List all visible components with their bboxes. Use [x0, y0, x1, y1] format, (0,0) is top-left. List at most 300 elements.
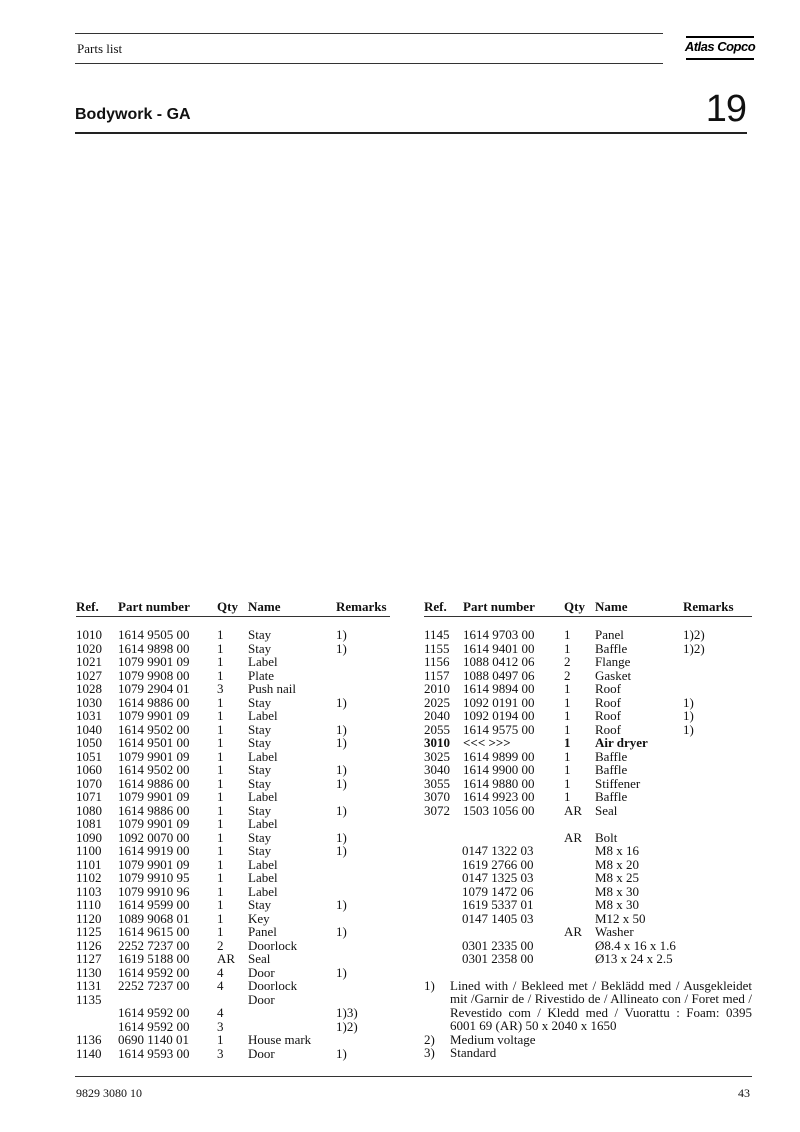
cell-qty: 1: [217, 654, 224, 669]
table-row: [76, 736, 390, 750]
cell-ref: 1028: [76, 681, 102, 696]
cell-name: Stay: [248, 802, 272, 818]
cell-name: Label: [248, 654, 278, 669]
table-row: [76, 871, 390, 885]
cell-name: M8 x 20: [595, 856, 640, 872]
cell-part-number: 1088 0412 06: [463, 654, 535, 669]
cell-part-number: 1614 9886 00: [118, 694, 190, 710]
cell-name: Door: [248, 1045, 275, 1061]
table-row: [76, 1033, 390, 1047]
cell-name: Ø13 x 24 x 2.5: [595, 951, 673, 966]
cell-name: Air dryer: [595, 735, 648, 750]
cell-qty: 4: [217, 1005, 224, 1020]
header-rule-top: [75, 33, 663, 34]
footnotes: [424, 979, 752, 1060]
cell-name: Stay: [248, 694, 272, 710]
cell-name: Seal: [248, 951, 271, 966]
table-row: [76, 750, 390, 764]
logo-bar-bottom: [686, 58, 754, 60]
cell-ref: 1031: [76, 708, 102, 723]
cell-part-number: 1614 9898 00: [118, 640, 190, 656]
cell-qty: 1: [217, 883, 224, 899]
header-remarks: Remarks: [683, 599, 734, 614]
cell-part-number: 1619 5188 00: [118, 951, 190, 966]
cell-remarks: 1): [336, 924, 347, 939]
cell-part-number: 1614 9886 00: [118, 802, 190, 818]
cell-name: M8 x 16: [595, 843, 640, 858]
cell-ref: 1100: [76, 843, 102, 858]
cell-qty: 1: [217, 816, 224, 831]
cell-name: Stay: [248, 843, 272, 858]
cell-part-number: 1079 9901 09: [118, 708, 190, 723]
cell-name: Baffle: [595, 789, 628, 804]
cell-ref: 3055: [424, 775, 450, 791]
cell-remarks: 1): [336, 1045, 347, 1061]
table-row: [76, 696, 390, 710]
cell-ref: 1051: [76, 748, 102, 764]
cell-name: Baffle: [595, 640, 628, 656]
cell-name: Roof: [595, 721, 621, 737]
cell-qty: 3: [217, 1018, 224, 1034]
cell-ref: 1120: [76, 910, 102, 926]
cell-name: Stiffener: [595, 775, 641, 791]
table-header: [76, 600, 390, 615]
cell-name: Stay: [248, 762, 272, 777]
cell-ref: 1021: [76, 654, 102, 669]
cell-remarks: 1)3): [336, 1005, 358, 1020]
cell-qty: 1: [217, 775, 224, 791]
cell-qty: AR: [564, 924, 583, 939]
cell-name: Key: [248, 910, 270, 926]
cell-part-number: 1614 9923 00: [463, 789, 535, 804]
cell-qty: 1: [217, 640, 224, 656]
header-ref: Ref.: [76, 599, 99, 614]
table-row: [76, 682, 390, 696]
cell-remarks: 1): [336, 802, 347, 818]
cell-qty: 1: [217, 735, 224, 750]
cell-ref: 1126: [76, 937, 102, 953]
header-part-number: Part number: [463, 599, 535, 614]
cell-qty: 1: [564, 762, 571, 777]
table-row: [424, 790, 752, 804]
cell-part-number: 1092 0070 00: [118, 829, 190, 845]
cell-part-number: 1089 9068 01: [118, 910, 190, 926]
cell-ref: 2025: [424, 694, 450, 710]
cell-name: Seal: [595, 802, 618, 818]
cell-name: Stay: [248, 721, 272, 737]
cell-ref: 1157: [424, 667, 450, 683]
cell-ref: 1020: [76, 640, 102, 656]
table-row: [424, 831, 752, 845]
page-number: 43: [738, 1086, 750, 1100]
cell-part-number: 1614 9599 00: [118, 897, 190, 912]
table-row: [424, 628, 752, 642]
table-row: [424, 939, 752, 953]
cell-ref: 1027: [76, 667, 102, 683]
cell-name: Flange: [595, 654, 631, 669]
cell-name: M8 x 25: [595, 870, 640, 885]
cell-qty: 1: [217, 829, 224, 845]
cell-qty: 1: [564, 775, 571, 791]
table-row: [76, 790, 390, 804]
cell-part-number: 1088 0497 06: [463, 667, 535, 683]
header-remarks: Remarks: [336, 599, 387, 614]
cell-part-number: 1614 9501 00: [118, 735, 190, 750]
cell-qty: 1: [217, 721, 224, 737]
cell-ref: 1135: [76, 991, 102, 1007]
footnote: [424, 1046, 752, 1060]
cell-part-number: 1079 9908 00: [118, 667, 190, 683]
cell-part-number: 1614 9401 00: [463, 640, 535, 656]
cell-ref: 1060: [76, 762, 102, 777]
cell-qty: 1: [217, 627, 224, 642]
cell-qty: 2: [217, 937, 224, 953]
cell-part-number: 1614 9899 00: [463, 748, 535, 764]
cell-remarks: 1): [336, 694, 347, 710]
cell-name: Stay: [248, 829, 272, 845]
cell-ref: 3025: [424, 748, 450, 764]
cell-qty: 1: [564, 708, 571, 723]
cell-part-number: 2252 7237 00: [118, 937, 190, 953]
table-header: [424, 600, 752, 615]
table-row: [76, 777, 390, 791]
footnote-text: Standard: [450, 1045, 497, 1060]
cell-remarks: 1): [336, 897, 347, 912]
cell-name: Baffle: [595, 748, 628, 764]
table-row: [424, 709, 752, 723]
header-ref: Ref.: [424, 599, 447, 614]
cell-name: House mark: [248, 1032, 312, 1047]
cell-qty: 1: [564, 735, 571, 750]
table-row: [424, 898, 752, 912]
cell-part-number: 1092 0191 00: [463, 694, 535, 710]
cell-part-number: 0690 1140 01: [118, 1032, 190, 1047]
cell-part-number: 1614 9886 00: [118, 775, 190, 791]
header-name: Name: [248, 599, 281, 614]
table-row: [424, 844, 752, 858]
cell-qty: AR: [217, 951, 236, 966]
cell-name: Push nail: [248, 681, 297, 696]
table-row: [424, 750, 752, 764]
table-row: [424, 777, 752, 791]
section-number: 19: [705, 88, 746, 130]
footnote-mark: 3): [424, 1045, 435, 1060]
cell-part-number: <<< >>>: [463, 735, 511, 750]
cell-remarks: 1)2): [336, 1018, 358, 1034]
table-row: [424, 858, 752, 872]
cell-remarks: 1): [336, 843, 347, 858]
header-rule: [76, 616, 390, 617]
table-row: [76, 763, 390, 777]
cell-ref: 1071: [76, 789, 102, 804]
cell-ref: 1136: [76, 1032, 102, 1047]
doc-type-label: Parts list: [77, 41, 123, 56]
cell-name: Bolt: [595, 829, 618, 845]
table-row: [76, 831, 390, 845]
table-row: [76, 898, 390, 912]
cell-ref: 1081: [76, 816, 102, 831]
cell-part-number: 1619 5337 01: [462, 897, 534, 912]
header-qty: Qty: [564, 599, 585, 614]
footnote: [424, 979, 752, 1033]
cell-name: Door: [248, 991, 275, 1007]
table-row: [76, 912, 390, 926]
table-row: [76, 939, 390, 953]
cell-part-number: 1614 9592 00: [118, 1018, 190, 1034]
cell-remarks: 1): [336, 775, 347, 791]
footnote-mark: 1): [424, 977, 435, 993]
cell-qty: 2: [564, 654, 571, 669]
cell-name: Door: [248, 964, 275, 980]
table-body-right: [424, 628, 752, 966]
cell-ref: 2055: [424, 721, 450, 737]
cell-name: Label: [248, 816, 278, 831]
cell-qty: 1: [217, 789, 224, 804]
cell-part-number: 1614 9502 00: [118, 762, 190, 777]
cell-name: Plate: [248, 667, 274, 683]
table-row: [76, 844, 390, 858]
cell-name: Baffle: [595, 762, 628, 777]
cell-qty: AR: [564, 829, 583, 845]
cell-ref: 2040: [424, 708, 450, 723]
cell-name: Washer: [595, 924, 634, 939]
cell-name: Label: [248, 856, 278, 872]
table-row: [76, 1020, 390, 1034]
header-rule: [424, 616, 752, 617]
cell-remarks: 1): [336, 627, 347, 642]
cell-qty: 1: [564, 681, 571, 696]
cell-ref: 1103: [76, 883, 102, 899]
cell-part-number: 1614 9919 00: [118, 843, 190, 858]
cell-ref: 1130: [76, 964, 102, 980]
cell-remarks: 1): [336, 735, 347, 750]
cell-part-number: 1614 9593 00: [118, 1045, 190, 1061]
cell-qty: 1: [564, 789, 571, 804]
cell-part-number: 0301 2358 00: [462, 951, 534, 966]
table-row: [76, 858, 390, 872]
cell-part-number: 1079 1472 06: [462, 883, 534, 899]
table-row: [424, 804, 752, 818]
cell-remarks: 1)2): [683, 627, 705, 642]
cell-qty: 1: [217, 924, 224, 939]
cell-part-number: 1614 9592 00: [118, 964, 190, 980]
cell-ref: 1070: [76, 775, 102, 791]
footnote-text: Medium voltage: [450, 1031, 536, 1047]
cell-part-number: 1614 9703 00: [463, 627, 535, 642]
table-row: [76, 1006, 390, 1020]
cell-ref: 1125: [76, 924, 102, 939]
cell-part-number: 1619 2766 00: [462, 856, 534, 872]
cell-name: Ø8.4 x 16 x 1.6: [595, 937, 676, 953]
cell-qty: 3: [217, 681, 224, 696]
cell-remarks: 1)2): [683, 640, 705, 656]
cell-qty: 1: [217, 856, 224, 872]
cell-name: Roof: [595, 708, 621, 723]
brand-logo-text: Atlas Copco: [684, 39, 756, 54]
cell-ref: 1090: [76, 829, 102, 845]
cell-part-number: 1614 9900 00: [463, 762, 535, 777]
cell-part-number: 1614 9575 00: [463, 721, 535, 737]
cell-remarks: 1): [336, 640, 347, 656]
cell-qty: 1: [564, 694, 571, 710]
table-row: [424, 912, 752, 926]
cell-remarks: 1): [336, 964, 347, 980]
table-row: [424, 642, 752, 656]
logo-bar-top: [686, 36, 754, 38]
cell-part-number: 1614 9615 00: [118, 924, 190, 939]
cell-ref: 1155: [424, 640, 450, 656]
cell-ref: 1010: [76, 627, 102, 642]
table-row: [76, 979, 390, 993]
cell-part-number: 1614 9505 00: [118, 627, 190, 642]
cell-part-number: 1092 0194 00: [463, 708, 535, 723]
table-row: [76, 804, 390, 818]
cell-ref: 3070: [424, 789, 450, 804]
cell-name: Doorlock: [248, 978, 298, 993]
table-row: [424, 696, 752, 710]
table-row: [76, 628, 390, 642]
footnote-text: Lined with / Bekleed met / Beklädd med / Ausgekleidet mit /Garnir de / Rivestido de / Allineato con / Foret med / Revestido com / Kledd med / Vuorattu : Foam: 0395 6001 69 (AR) 50 x 2040 x 1650: [450, 977, 752, 1033]
cell-part-number: 1079 2904 01: [118, 681, 190, 696]
cell-qty: 1: [217, 708, 224, 723]
cell-part-number: 1079 9901 09: [118, 789, 190, 804]
cell-name: Gasket: [595, 667, 632, 683]
cell-name: Roof: [595, 681, 621, 696]
cell-name: Label: [248, 789, 278, 804]
cell-remarks: 1): [683, 721, 694, 737]
cell-qty: 1: [217, 1032, 224, 1047]
cell-qty: 1: [217, 870, 224, 885]
cell-remarks: 1): [336, 721, 347, 737]
cell-name: Doorlock: [248, 937, 298, 953]
cell-part-number: 1614 9592 00: [118, 1005, 190, 1020]
cell-qty: 2: [564, 667, 571, 683]
table-row: [424, 952, 752, 966]
cell-remarks: 1): [336, 762, 347, 777]
cell-part-number: 1079 9910 96: [118, 883, 190, 899]
cell-part-number: 1614 9894 00: [463, 681, 535, 696]
cell-part-number: 0301 2335 00: [462, 937, 534, 953]
cell-part-number: 1079 9901 09: [118, 856, 190, 872]
cell-qty: 1: [564, 721, 571, 737]
cell-ref: 1110: [76, 897, 102, 912]
table-row: [76, 993, 390, 1007]
cell-part-number: 1614 9502 00: [118, 721, 190, 737]
cell-part-number: 0147 1325 03: [462, 870, 534, 885]
table-row: [424, 885, 752, 899]
table-row: [76, 817, 390, 831]
cell-name: Stay: [248, 735, 272, 750]
table-row: [76, 655, 390, 669]
cell-qty: 1: [217, 802, 224, 818]
footnote: [424, 1033, 752, 1047]
header-name: Name: [595, 599, 628, 614]
table-row: [424, 763, 752, 777]
table-row: [76, 642, 390, 656]
cell-qty: 1: [217, 748, 224, 764]
table-row: [76, 885, 390, 899]
cell-qty: 4: [217, 978, 224, 993]
cell-ref: 1050: [76, 735, 102, 750]
brand-logo: [684, 34, 756, 64]
cell-part-number: 1503 1056 00: [463, 802, 535, 818]
cell-part-number: 1079 9901 09: [118, 748, 190, 764]
cell-qty: 4: [217, 964, 224, 980]
cell-part-number: 2252 7237 00: [118, 978, 190, 993]
cell-ref: 3072: [424, 802, 450, 818]
cell-ref: 1102: [76, 870, 102, 885]
cell-part-number: 0147 1322 03: [462, 843, 534, 858]
cell-name: Label: [248, 870, 278, 885]
footer-rule: [75, 1076, 752, 1077]
table-row: [424, 925, 752, 939]
parts-table-right: [424, 600, 752, 1060]
table-row: [76, 709, 390, 723]
cell-part-number: 1079 9901 09: [118, 816, 190, 831]
table-row: [76, 966, 390, 980]
cell-ref: 1030: [76, 694, 102, 710]
cell-ref: 1101: [76, 856, 102, 872]
cell-name: Panel: [248, 924, 277, 939]
cell-qty: 1: [217, 897, 224, 912]
cell-remarks: 1): [336, 829, 347, 845]
footnote-mark: 2): [424, 1031, 435, 1047]
cell-name: Stay: [248, 775, 272, 791]
cell-qty: 1: [564, 748, 571, 764]
cell-ref: 1156: [424, 654, 450, 669]
cell-name: M12 x 50: [595, 910, 646, 926]
cell-name: Stay: [248, 897, 272, 912]
table-row: [424, 871, 752, 885]
cell-part-number: 0147 1405 03: [462, 910, 534, 926]
cell-name: Label: [248, 708, 278, 723]
cell-name: M8 x 30: [595, 897, 640, 912]
table-row: [424, 723, 752, 737]
cell-qty: 1: [217, 843, 224, 858]
cell-ref: 1145: [424, 627, 450, 642]
cell-ref: 1131: [76, 978, 102, 993]
cell-qty: 1: [564, 640, 571, 656]
cell-name: Stay: [248, 640, 272, 656]
table-row: [76, 925, 390, 939]
row-spacer: [424, 817, 752, 831]
header-rule-bottom: [75, 63, 663, 64]
title-rule: [75, 132, 747, 134]
cell-ref: 2010: [424, 681, 450, 696]
cell-remarks: 1): [683, 694, 694, 710]
cell-name: Roof: [595, 694, 621, 710]
header-qty: Qty: [217, 599, 238, 614]
cell-ref: 1040: [76, 721, 102, 737]
cell-ref: 1127: [76, 951, 102, 966]
header-part-number: Part number: [118, 599, 190, 614]
cell-remarks: 1): [683, 708, 694, 723]
cell-ref: 3010: [424, 735, 450, 750]
cell-qty: 1: [217, 667, 224, 683]
cell-part-number: 1079 9901 09: [118, 654, 190, 669]
cell-name: Panel: [595, 627, 624, 642]
cell-name: M8 x 30: [595, 883, 640, 899]
table-row: [424, 669, 752, 683]
table-row: [424, 655, 752, 669]
page-title: Bodywork - GA: [75, 106, 191, 123]
cell-name: Stay: [248, 627, 272, 642]
table-row: [424, 682, 752, 696]
cell-qty: 1: [217, 694, 224, 710]
cell-qty: 1: [564, 627, 571, 642]
cell-ref: 1080: [76, 802, 102, 818]
doc-number: 9829 3080 10: [76, 1086, 142, 1100]
